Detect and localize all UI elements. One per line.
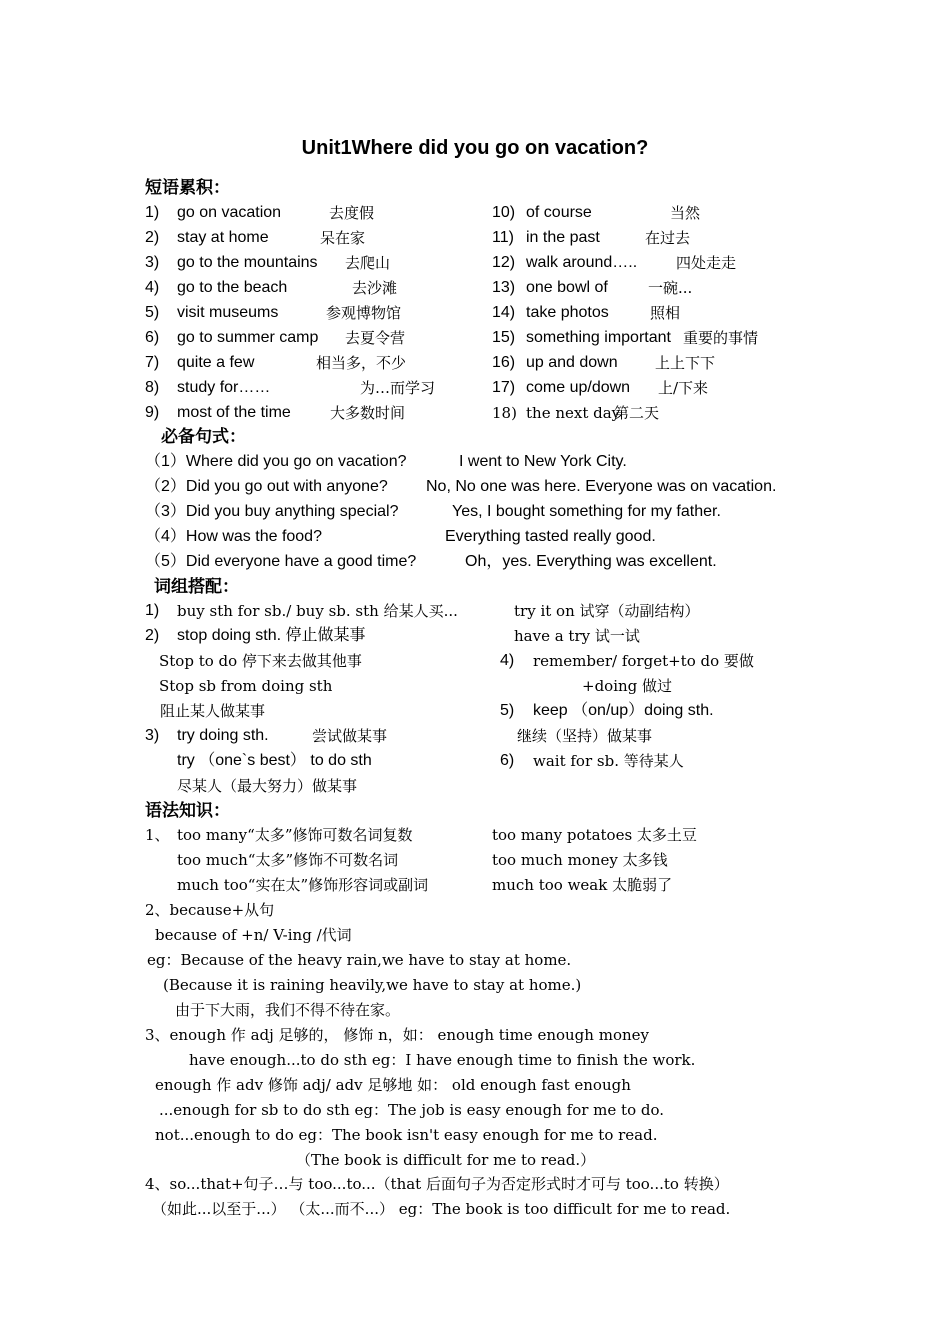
sentence-answer: Everything tasted really good. [445,528,656,545]
grammar-item: （如此...以至于...） （太...而不...） eg：The book is too difficult for me to read. [152,1200,731,1218]
grammar-item: because of +n/ V-ing /代词 [155,926,352,944]
phrase-number: 17) [492,379,516,396]
grammar-item: （The book is difficult for me to read.） [296,1151,596,1169]
phrase-english: quite a few [177,354,255,371]
collocation-item: keep （on/up）doing sth. [533,702,714,719]
phrase-english: go to the beach [177,279,288,296]
phrase-english: study for…… [177,379,271,396]
phrase-chinese: 在过去 [645,229,691,247]
collocation-item: buy sth for sb./ buy sb. sth 给某人买... [177,602,458,620]
sentence-question: （3）Did you buy anything special? [145,503,399,520]
phrase-number: 18) [492,404,517,422]
phrase-number: 12) [492,254,516,271]
phrase-english: stay at home [177,229,269,246]
grammar-item: ...enough for sb to do sth eg：The job is easy enough for me to do. [159,1101,665,1119]
phrase-number: 9) [145,404,160,421]
grammar-item: too many“太多”修饰可数名词复数 [177,826,413,844]
phrase-english: go on vacation [177,204,282,221]
grammar-item: 由于下大雨，我们不得不待在家。 [175,1001,401,1019]
sentence-question: （2）Did you go out with anyone? [145,478,388,495]
collocation-item: stop doing sth. 停止做某事 [177,627,366,644]
phrase-chinese: 四处走走 [676,254,737,272]
phrase-number: 8) [145,379,160,396]
sentence-answer: Oh，yes. Everything was excellent. [465,553,717,570]
grammar-item: too much money 太多钱 [492,851,668,869]
phrase-chinese: 一碗... [648,279,693,297]
collocation-item: 尝试做某事 [312,727,388,745]
phrase-chinese: 当然 [670,204,701,222]
phrase-chinese: 去度假 [329,204,375,222]
phrase-number: 7) [145,354,160,371]
phrase-number: 4) [145,279,160,296]
collocation-item: 尽某人（最大努力）做某事 [177,777,358,795]
grammar-item: much too weak 太脆弱了 [492,876,673,894]
collocation-item: remember/ forget+to do 要做 [533,652,754,670]
phrase-english: of course [526,204,592,221]
phrase-chinese: 去夏令营 [345,329,406,347]
phrase-number: 11) [492,229,514,246]
sentence-answer: I went to New York City. [459,453,627,470]
phrase-english: the next day [526,404,621,422]
phrase-chinese: 照相 [650,304,681,322]
sentence-question: （1）Where did you go on vacation? [145,453,407,470]
collocation-item: try it on 试穿（动副结构） [514,602,700,620]
phrase-english: go to summer camp [177,329,319,346]
sentence-question: （5）Did everyone have a good time? [145,553,417,570]
phrase-chinese: 上上下下 [655,354,716,372]
collocation-item: have a try 试一试 [514,627,640,645]
grammar-item: too many potatoes 太多土豆 [492,826,697,844]
phrase-english: take photos [526,304,609,321]
collocation-item: try （one`s best） to do sth [177,752,372,769]
grammar-heading: 语法知识： [145,801,230,821]
phrase-chinese: 重要的事情 [683,329,759,347]
collocation-item: Stop sb from doing sth [159,677,333,695]
phrase-number: 2) [145,229,160,246]
sentence-answer: No, No one was here. Everyone was on vacation. [426,478,777,495]
phrase-chinese: 大多数时间 [330,404,406,422]
phrase-english: walk around….. [526,254,638,271]
grammar-item: too much“太多”修饰不可数名词 [177,851,399,869]
sentence-answer: Yes, I bought something for my father. [452,503,721,520]
phrase-english: in the past [526,229,600,246]
collocations-heading: 词组搭配： [154,577,239,597]
collocation-item: wait for sb. 等待某人 [533,752,684,770]
collocation-item: 阻止某人做某事 [160,702,266,720]
phrases-heading: 短语累积： [145,178,230,198]
grammar-item: 4、so...that+句子…与 too...to...（that 后面句子为否定形式时才可与 too...to 转换） [145,1175,729,1193]
phrase-english: visit museums [177,304,279,321]
collocation-num: 4) [500,652,515,669]
collocation-num: 5) [500,702,515,719]
grammar-item: enough 作 adv 修饰 adj/ adv 足够地 如： old enough fast enough [155,1076,631,1094]
grammar-num: 1、 [145,826,170,844]
phrase-english: come up/down [526,379,631,396]
collocation-item: 继续（坚持）做某事 [517,727,653,745]
phrase-chinese: 第二天 [614,404,660,422]
phrase-english: go to the mountains [177,254,318,271]
phrase-chinese: 参观博物馆 [326,304,402,322]
sentences-heading: 必备句式： [161,427,246,447]
collocation-item: +doing 做过 [582,677,673,695]
phrase-number: 16) [492,354,516,371]
phrase-chinese: 呆在家 [320,229,366,247]
grammar-item: 3、enough 作 adj 足够的， 修饰 n，如： enough time enough money [145,1026,649,1044]
grammar-item: much too“实在太”修饰形容词或副词 [177,876,429,894]
phrase-chinese: 去爬山 [345,254,391,272]
phrase-number: 3) [145,254,160,271]
phrase-english: up and down [526,354,618,371]
collocation-num: 3) [145,727,160,744]
phrase-english: one bowl of [526,279,608,296]
phrase-number: 10) [492,204,516,221]
phrase-number: 6) [145,329,160,346]
page-title: Unit1Where did you go on vacation? [301,137,649,159]
phrase-number: 13) [492,279,516,296]
collocation-item: Stop to do 停下来去做其他事 [159,652,362,670]
phrase-english: most of the time [177,404,291,421]
collocation-item: try doing sth. [177,727,269,744]
phrase-chinese: 上/下来 [658,379,709,397]
phrase-number: 14) [492,304,516,321]
grammar-item: 2、because+从句 [145,901,275,919]
collocation-num: 2) [145,627,160,644]
phrase-chinese: 为…而学习 [360,379,436,397]
grammar-item: have enough...to do sth eg：I have enough time to finish the work. [189,1051,696,1069]
sentence-question: （4）How was the food? [145,528,322,545]
phrase-chinese: 相当多，不少 [316,354,407,372]
phrase-number: 1) [145,204,160,221]
grammar-item: eg：Because of the heavy rain,we have to stay at home. [147,951,572,969]
collocation-num: 6) [500,752,515,769]
phrase-number: 5) [145,304,160,321]
phrase-number: 15) [492,329,516,346]
phrase-chinese: 去沙滩 [352,279,398,297]
grammar-item: not...enough to do eg：The book isn't easy enough for me to read. [155,1126,658,1144]
grammar-item: (Because it is raining heavily,we have to stay at home.) [163,976,582,994]
phrase-english: something important [526,329,671,346]
collocation-num: 1) [145,602,160,619]
